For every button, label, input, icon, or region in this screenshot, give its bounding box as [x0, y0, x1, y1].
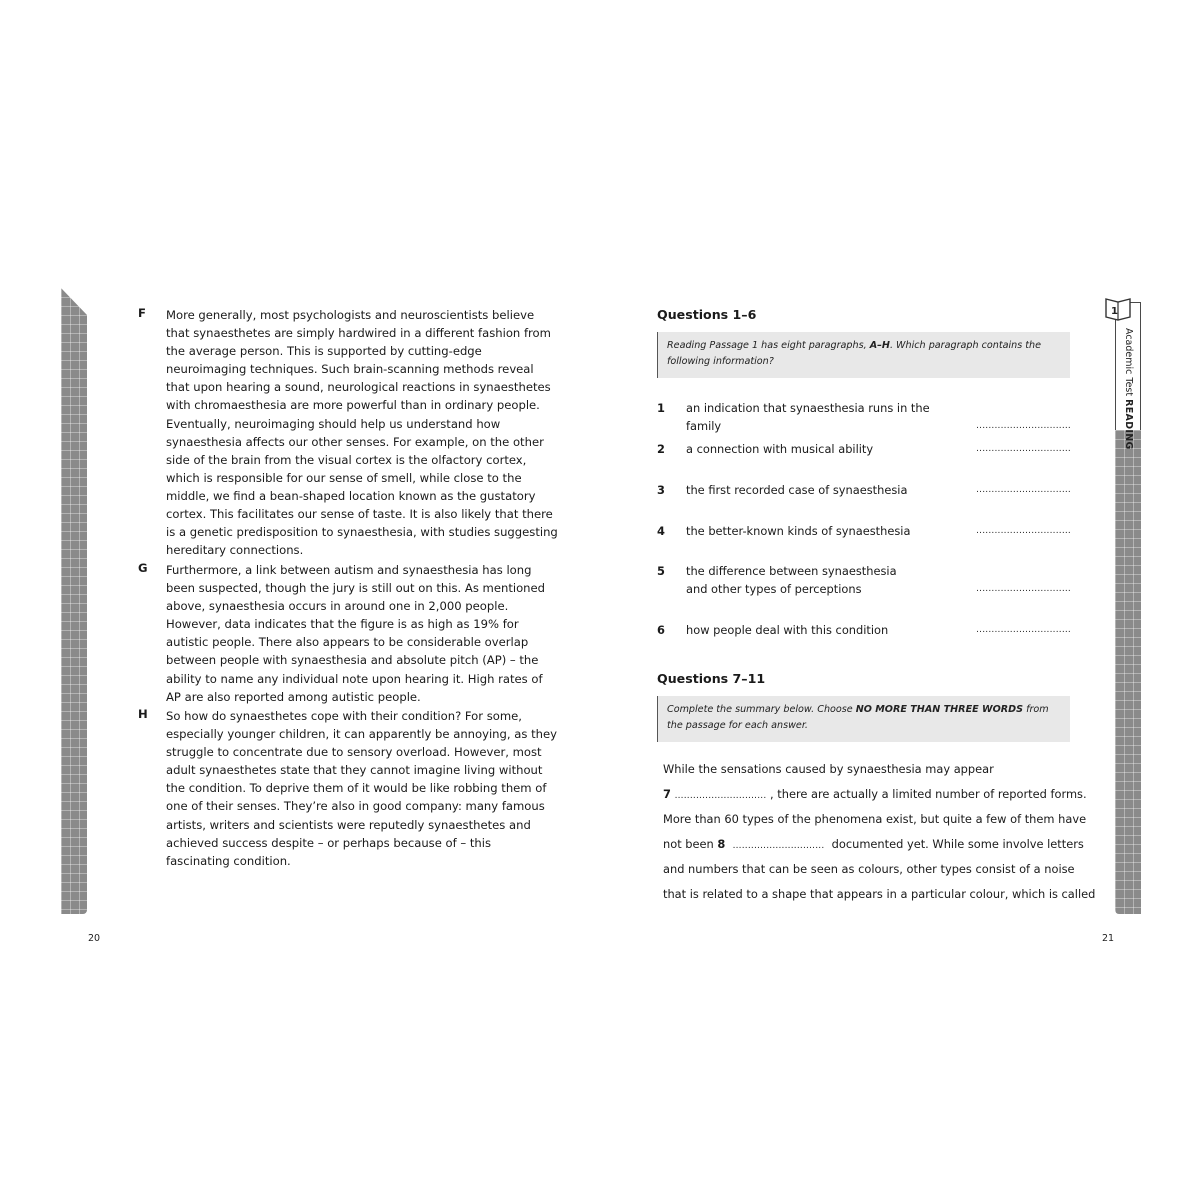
questions-1-6-heading: Questions 1–6	[657, 307, 757, 322]
answer-blank[interactable]: ...............................	[976, 526, 1071, 536]
summary-line: While the sensations caused by synaesthesia may appear	[663, 762, 994, 776]
answer-blank[interactable]: ...............................	[976, 625, 1071, 635]
book-icon	[1103, 295, 1133, 321]
summary-line: and numbers that can be seen as colours, other types consist of a noise	[663, 862, 1075, 876]
answer-blank-7[interactable]: ..............................	[674, 791, 767, 801]
answer-blank[interactable]: ...............................	[976, 421, 1071, 431]
section-label	[1117, 328, 1139, 450]
questions-1-6-instructions: Reading Passage 1 has eight paragraphs, A–H. Which paragraph contains the following information?	[657, 332, 1070, 378]
paragraph-h	[138, 707, 558, 870]
paragraph-letter: H	[138, 707, 148, 721]
page-number-left: 20	[88, 933, 101, 944]
paragraph-text: Furthermore, a link between autism and synaesthesia has long been suspected, though the jury is still out on this. As mentioned above, synaesthesia occurs in around one in 2,000 people. However, data indicates that the figure is as high as 19% for autistic people. There also appears to be considerable overlap between people with synaesthesia and absolute pitch (AP) – the ability to name any individual note upon hearing it. High rates of AP are also reported among autistic people.	[166, 563, 546, 704]
paragraph-text: More generally, most psychologists and neuroscientists believe that synaesthetes are simply hardwired in a different fashion from the average person. This is supported by cutting-edge neuroimaging techniques. Such brain-scanning methods reveal that upon hearing a sound, neurological reactions in synaesthetes with chromaesthesia are more powerful than in ordinary people. Eventually, neuroimaging should help us understand how synaesthesia affects our other senses. For example, on the other side of the brain from the visual cortex is the olfactory cortex, which is responsible for our sense of smell, while close to the middle, we find a bean-shaped location known as the gustatory cortex. This facilitates our sense of taste. It is also likely that there is a genetic predisposition to synaesthesia, with studies suggesting hereditary connections.	[166, 308, 558, 558]
answer-blank[interactable]: ...............................	[976, 444, 1071, 454]
questions-7-11-instructions: Complete the summary below. Choose NO MORE THAN THREE WORDS from the passage for each answer.	[657, 696, 1070, 742]
questions-7-11-heading: Questions 7–11	[657, 671, 766, 686]
question-item: 4 the better-known kinds of synaesthesia ...............................	[657, 524, 1071, 538]
question-item: 5 the difference between synaesthesia and other types of perceptions ...............................	[657, 564, 1071, 596]
paragraph-text: So how do synaesthetes cope with their condition? For some, especially younger children, it can apparently be annoying, as they struggle to concentrate due to sensory overload. However, most adult synaesthetes state that they cannot imagine living without the condition. To deprive them of it would be like robbing them of one of their senses. They’re also in good company: many famous artists, writers and scientists were reputedly synaesthetes and achieved success despite – or perhaps because of – this fascinating condition.	[166, 709, 557, 868]
question-item: 3 the first recorded case of synaesthesia ...............................	[657, 483, 1071, 497]
answer-blank[interactable]: ...............................	[976, 485, 1071, 495]
paragraph-letter: F	[138, 306, 146, 320]
paragraph-f	[138, 306, 558, 559]
question-item: 6 how people deal with this condition ...............................	[657, 623, 1071, 637]
paragraph-letter: G	[138, 561, 148, 575]
summary-line: that is related to a shape that appears in a particular colour, which is called	[663, 887, 1096, 901]
question-item: 2 a connection with musical ability ...............................	[657, 442, 1071, 456]
left-page-edge-tab	[61, 288, 87, 914]
paragraph-g	[138, 561, 558, 706]
question-item: 1 an indication that synaesthesia runs in the family ...............................	[657, 401, 1071, 433]
page-number-right: 21	[1102, 933, 1115, 944]
test-number: 1	[1111, 306, 1118, 317]
section-label-prefix: Academic Test	[1123, 328, 1134, 397]
answer-blank[interactable]: ...............................	[976, 584, 1071, 594]
summary-line: 7 .............................. , there are actually a limited number of reported forms.	[663, 787, 1087, 801]
section-label-name: READING	[1123, 399, 1134, 450]
right-page-edge-tab	[1115, 430, 1141, 914]
answer-blank-8[interactable]: ..............................	[732, 841, 825, 851]
summary-line: More than 60 types of the phenomena exist, but quite a few of them have	[663, 812, 1087, 826]
summary-line: not been 8 .............................. documented yet. While some involve letters	[663, 837, 1084, 851]
